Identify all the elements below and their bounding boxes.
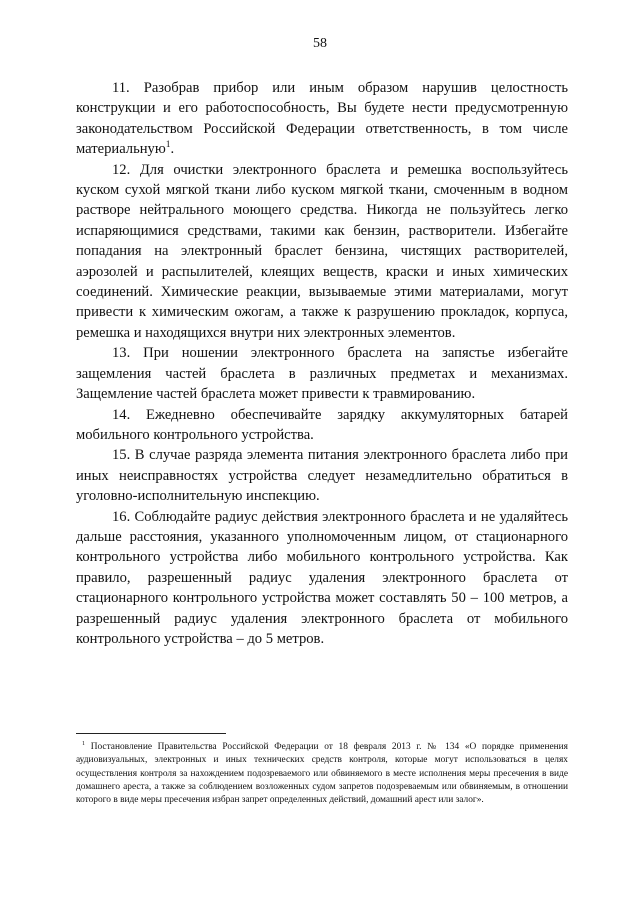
footnote-paragraph — [76, 741, 568, 807]
footnote — [76, 741, 568, 807]
paragraph-11 — [76, 78, 568, 160]
footnote-divider — [76, 733, 226, 734]
paragraph-15: 15. В случае разряда элемента питания электронного браслета либо при иных неисправностях устройства следует незамедлительно обратиться в уголовно-исполнительную инспекцию. — [76, 447, 568, 505]
page-number: 58 — [313, 36, 327, 51]
footnote-marker: 1 — [82, 740, 86, 747]
paragraph-13: 13. При ношении электронного браслета на запястье избегайте защемления частей браслета в различных предметах и механизмах. Защемление частей браслета может привести к травмированию. — [76, 345, 568, 403]
paragraph-14: 14. Ежедневно обеспечивайте зарядку аккумуляторных батарей мобильного контрольного устройства. — [76, 406, 568, 443]
paragraph-16: 16. Соблюдайте радиус действия электронного браслета и не удаляйтесь дальше расстояния, указанного уполномоченным лицом, от стационарного контрольного устройства либо мобильного контрольного устройства. Как правило, разрешенный радиус удаления электронного браслета от стационарного контрольного устройства может составлять 50 – 100 метров, а разрешенный радиус удаления электронного браслета от мобильного контрольного устройства – до 5 метров. — [76, 508, 568, 647]
footnote-reference: 1 — [165, 140, 171, 151]
paragraph-text: 11. Разобрав прибор или иным образом нарушив целостность конструкции и его работоспособность, Вы будете нести предусмотренную законодательством Российской Федерации ответственность, в том числе материальную — [76, 80, 568, 158]
paragraph-tail: . — [170, 141, 175, 158]
paragraph-12: 12. Для очистки электронного браслета и ремешка воспользуйтесь куском сухой мягкой ткани либо куском мягкой ткани, смоченным в водном растворе нейтрального моющего средства. Никогда не пользуйтесь легко испаряющимися средствами, такими как бензин, растворители. Избегайте попадания на электронный браслет бензина, чистящих растворителей, аэрозолей и распылителей, клеящих веществ, краски и иных химических соединений. Химические реакции, вызываемые этими материалами, могут привести к химическим ожогам, а также к разрушению прокладок, корпуса, ремешка и находящихся внутри них электронных элементов. — [76, 161, 568, 341]
body-text — [76, 78, 568, 649]
footnote-text: Постановление Правительства Российской Федерации от 18 февраля 2013 г. № 134 «О порядке применения аудиовизуальных, электронных и иных технических средств контроля, которые могут использоваться в целях осуществления контроля за нахождением подозреваемого или обвиняемого в месте исполнения меры пресечения в виде домашнего ареста, а также за соблюдением возложенных судом запретов подозреваемым или обвиняемым, в отношении которого в виде меры пресечения избран запрет определенных действий, домашний арест или залог». — [76, 742, 568, 806]
